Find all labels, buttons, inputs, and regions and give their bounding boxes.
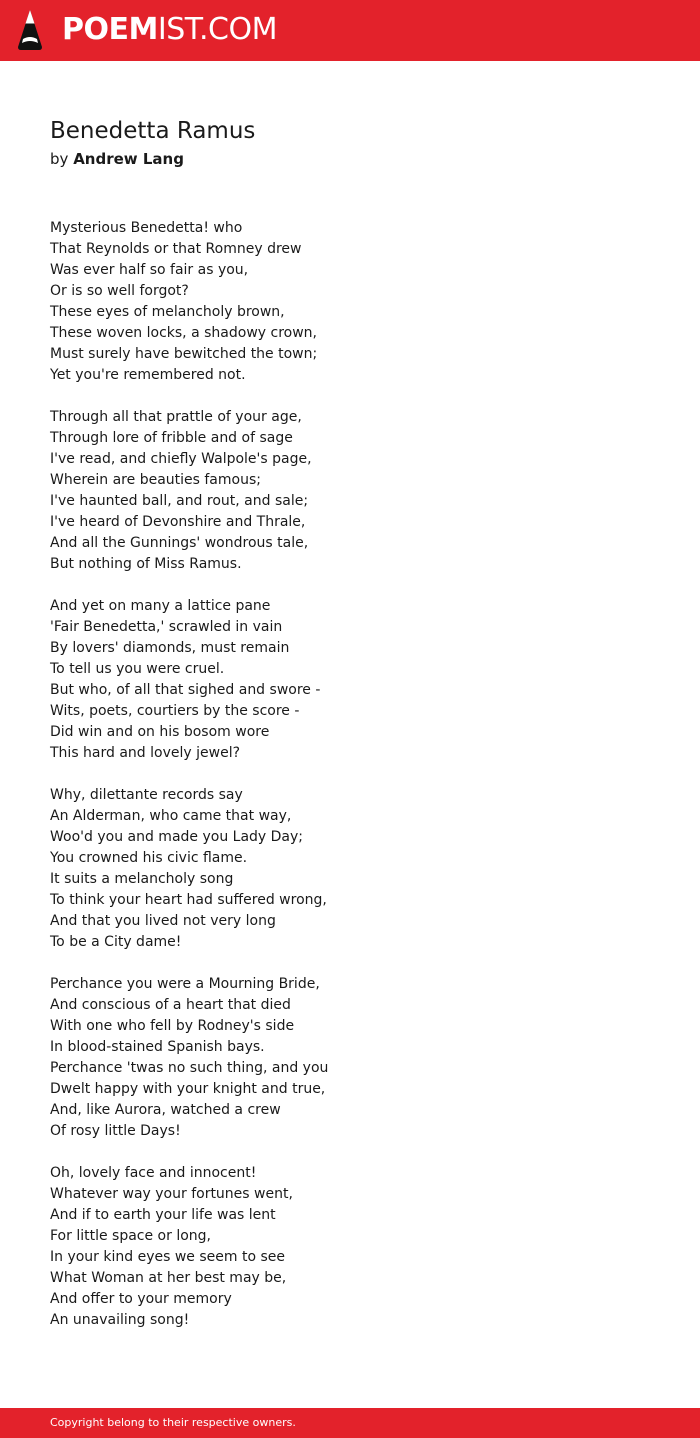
- logo-bold-text: POEM: [62, 12, 158, 47]
- poem-line: Whatever way your fortunes went,: [50, 1186, 293, 1202]
- poem-body: [50, 218, 650, 1352]
- poem-line: Perchance you were a Mourning Bride,: [50, 976, 320, 992]
- poem-line: Must surely have bewitched the town;: [50, 346, 318, 362]
- poem-line: Why, dilettante records say: [50, 787, 243, 803]
- poem-line: To think your heart had suffered wrong,: [50, 892, 327, 908]
- poem-line: I've read, and chiefly Walpole's page,: [50, 451, 312, 467]
- poem-line: Yet you're remembered not.: [50, 367, 246, 383]
- poem-line: In your kind eyes we seem to see: [50, 1249, 285, 1265]
- stanza: [50, 1163, 650, 1331]
- poem-line: For little space or long,: [50, 1228, 211, 1244]
- author-name: Andrew Lang: [73, 150, 184, 168]
- poem-line: But who, of all that sighed and swore -: [50, 682, 321, 698]
- poem-line: These woven locks, a shadowy crown,: [50, 325, 317, 341]
- stanza: [50, 974, 650, 1142]
- logo-light-text: IST.COM: [157, 12, 277, 47]
- poem-line: An Alderman, who came that way,: [50, 808, 292, 824]
- copyright-notice: Copyright belong to their respective owners.: [50, 1416, 296, 1429]
- stanza: [50, 218, 650, 386]
- poem-line: And if to earth your life was lent: [50, 1207, 276, 1223]
- poem-line: And that you lived not very long: [50, 913, 276, 929]
- poem-line: And yet on many a lattice pane: [50, 598, 271, 614]
- poem-line: But nothing of Miss Ramus.: [50, 556, 242, 572]
- byline: [50, 148, 184, 170]
- poem-line: To tell us you were cruel.: [50, 661, 225, 677]
- poem-line: Mysterious Benedetta! who: [50, 220, 243, 236]
- poem-line: In blood-stained Spanish bays.: [50, 1039, 265, 1055]
- site-header: [0, 0, 700, 61]
- poem-line: Wits, poets, courtiers by the score -: [50, 703, 300, 719]
- poem-line: With one who fell by Rodney's side: [50, 1018, 295, 1034]
- poem-line: Dwelt happy with your knight and true,: [50, 1081, 326, 1097]
- poem-line: Did win and on his bosom wore: [50, 724, 270, 740]
- poem-line: Was ever half so fair as you,: [50, 262, 249, 278]
- site-footer: [0, 1408, 700, 1438]
- poem-line: Through all that prattle of your age,: [50, 409, 302, 425]
- poem-line: And offer to your memory: [50, 1291, 232, 1307]
- poem-line: This hard and lovely jewel?: [50, 745, 241, 761]
- pencil-tip-icon[interactable]: [17, 9, 43, 51]
- poem-line: Oh, lovely face and innocent!: [50, 1165, 257, 1181]
- stanza: [50, 785, 650, 953]
- poem-line: Through lore of fribble and of sage: [50, 430, 293, 446]
- poem-line: Or is so well forgot?: [50, 283, 189, 299]
- poem-line: By lovers' diamonds, must remain: [50, 640, 290, 656]
- poem-line: It suits a melancholy song: [50, 871, 234, 887]
- poem-line: And conscious of a heart that died: [50, 997, 291, 1013]
- stanza: [50, 407, 650, 575]
- poem-line: You crowned his civic flame.: [50, 850, 248, 866]
- poem-line: Woo'd you and made you Lady Day;: [50, 829, 304, 845]
- by-label: by: [50, 150, 69, 168]
- poem-line: And all the Gunnings' wondrous tale,: [50, 535, 309, 551]
- poem-line: 'Fair Benedetta,' scrawled in vain: [50, 619, 283, 635]
- site-logo[interactable]: [62, 12, 277, 48]
- poem-line: What Woman at her best may be,: [50, 1270, 287, 1286]
- poem-line: These eyes of melancholy brown,: [50, 304, 285, 320]
- poem-line: I've haunted ball, and rout, and sale;: [50, 493, 309, 509]
- poem-line: To be a City dame!: [50, 934, 182, 950]
- poem-line: And, like Aurora, watched a crew: [50, 1102, 281, 1118]
- poem-line: Perchance 'twas no such thing, and you: [50, 1060, 329, 1076]
- poem-line: I've heard of Devonshire and Thrale,: [50, 514, 306, 530]
- stanza: [50, 596, 650, 764]
- poem-title: Benedetta Ramus: [50, 118, 256, 144]
- poem-line: An unavailing song!: [50, 1312, 190, 1328]
- poem-line: Wherein are beauties famous;: [50, 472, 261, 488]
- poem-line: That Reynolds or that Romney drew: [50, 241, 302, 257]
- poem-line: Of rosy little Days!: [50, 1123, 181, 1139]
